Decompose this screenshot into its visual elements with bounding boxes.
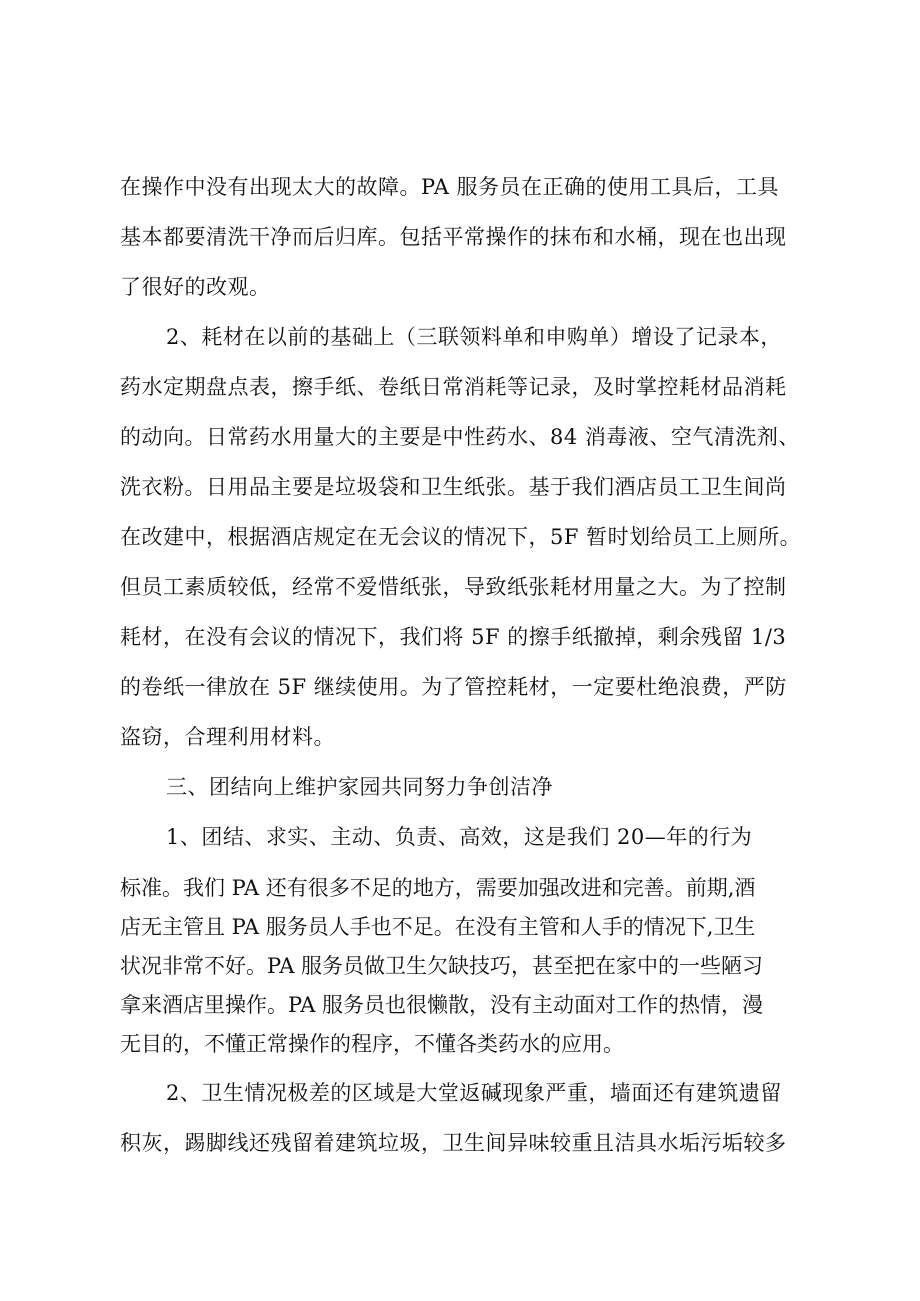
section-heading: 三、团结向上维护家园共同努力争创洁净 [166, 775, 553, 799]
paragraph-line: 了很好的改观。 [120, 275, 271, 299]
paragraph-line: 2、卫生情况极差的区域是大堂返碱现象严重，墙面还有建筑遗留 [166, 1081, 782, 1105]
paragraph-line: 拿来酒店里操作。PA 服务员也很懒散，没有主动面对工作的热情，漫 [120, 993, 764, 1017]
paragraph-line: 店无主管且 PA 服务员人手也不足。在没有主管和人手的情况下,卫生 [120, 915, 756, 939]
paragraph-line: 药水定期盘点表，擦手纸、卷纸日常消耗等记录，及时掌控耗材品消耗 [120, 375, 787, 399]
paragraph-line: 在操作中没有出现太大的故障。PA 服务员在正确的使用工具后，工具 [120, 175, 780, 199]
paragraph-line: 状况非常不好。PA 服务员做卫生欠缺技巧，甚至把在家中的一些陋习 [120, 954, 764, 978]
paragraph-line: 在改建中，根据酒店规定在无会议的情况下，5F 暂时划给员工上厕所。 [120, 525, 802, 549]
paragraph-line: 盗窃，合理利用材料。 [120, 725, 335, 749]
paragraph-line: 无目的，不懂正常操作的程序，不懂各类药水的应用。 [120, 1032, 624, 1056]
paragraph-line: 1、团结、求实、主动、负责、高效，这是我们 20—年的行为 [166, 825, 753, 849]
paragraph-line: 的动向。日常药水用量大的主要是中性药水、84 消毒液、空气清洗剂、 [120, 425, 800, 449]
paragraph-line: 积灰，踢脚线还残留着建筑垃圾，卫生间异味较重且洁具水垢污垢较多 [120, 1131, 787, 1155]
paragraph-line: 标准。我们 PA 还有很多不足的地方，需要加强改进和完善。前期,酒 [120, 876, 756, 900]
paragraph-line: 洗衣粉。日用品主要是垃圾袋和卫生纸张。基于我们酒店员工卫生间尚 [120, 475, 787, 499]
paragraph-line: 的卷纸一律放在 5F 继续使用。为了管控耗材，一定要杜绝浪费，严防 [120, 675, 787, 699]
paragraph-line: 但员工素质较低，经常不爱惜纸张，导致纸张耗材用量之大。为了控制 [120, 575, 787, 599]
paragraph-line: 基本都要清洗干净而后归库。包括平常操作的抹布和水桶，现在也出现 [120, 225, 787, 249]
paragraph-line: 耗材，在没有会议的情况下，我们将 5F 的擦手纸撤掉，剩余残留 1/3 [120, 625, 787, 649]
paragraph-line: 2、耗材在以前的基础上（三联领料单和申购单）增设了记录本， [166, 325, 782, 349]
